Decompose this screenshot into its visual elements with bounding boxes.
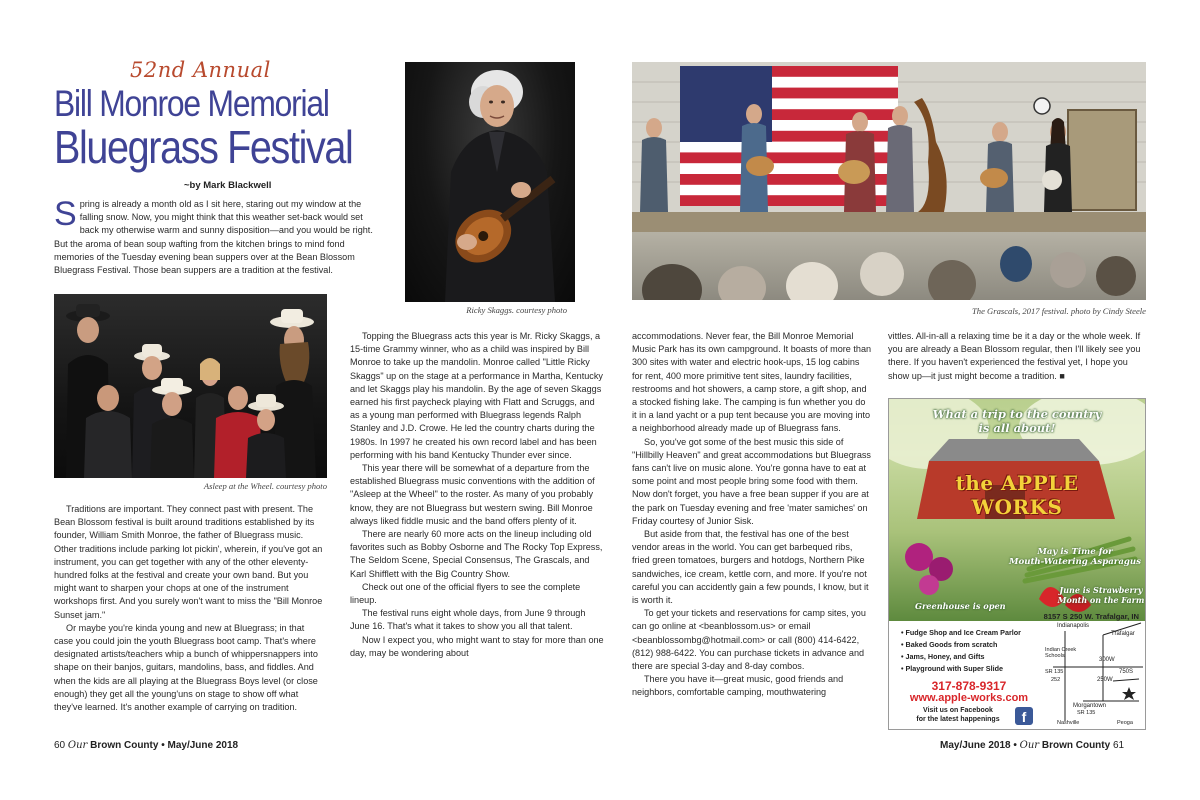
col2-paragraph-5: The festival runs eight whole days, from June 9 through June 16. That's what it takes to show you all that talent. bbox=[350, 608, 586, 632]
page-number-right: 61 bbox=[1112, 740, 1125, 751]
ad-feature-item: • Jams, Honey, and Gifts bbox=[901, 652, 985, 661]
col3-paragraph-5: There you have it—great music, good friends and neighbors, comfortable camping, mouthwatering bbox=[632, 674, 844, 698]
footer-our-right: Our bbox=[1019, 740, 1040, 751]
ricky-skaggs-illustration bbox=[405, 62, 575, 302]
drop-cap: S bbox=[54, 195, 77, 233]
map-label: 250W bbox=[1097, 677, 1113, 683]
footer-left-text: Brown County • May/June 2018 bbox=[90, 740, 239, 751]
ad-headline bbox=[889, 407, 1145, 435]
ad-brand-logo: the APPLE WORKS bbox=[955, 471, 1079, 519]
map-label: 300W bbox=[1099, 657, 1115, 663]
title-line-2: Bluegrass Festival bbox=[54, 121, 353, 173]
col4-paragraph-1: vittles. All-in-all a relaxing time be it a day or the whole week. If you are already a Bean Blossom regular, then I'll likely see you there. If you haven't experienced the festival yet, I hope you show up—it just might become a tradition. ■ bbox=[888, 331, 1141, 381]
map-location-star bbox=[1122, 687, 1136, 700]
map-label: Trafalgar bbox=[1111, 631, 1135, 637]
col2-paragraph-4: Check out one of the official flyers to see the complete lineup. bbox=[350, 581, 581, 606]
map-label: Indianapolis bbox=[1057, 623, 1090, 629]
ad-headline-line-1: What a trip to the country bbox=[932, 407, 1102, 421]
col3-paragraph-2: So, you've got some of the best music this side of "Hillbilly Heaven" and great accommodations but Bluegrass fans can't live on music alone. You're gonna have to eat at some point and most people bring some food with them. Now don't forget, you have a free bean supper if you are at the park on Tuesday evening and free 'mater samiches' on Friday courtesy of Junior Sisk. bbox=[632, 436, 871, 526]
ricky-skaggs-photo bbox=[405, 62, 575, 302]
map-label: 252 bbox=[1051, 677, 1061, 683]
title-line-1: Bill Monroe Memorial bbox=[54, 83, 329, 124]
footer-right-text: May/June 2018 • bbox=[940, 740, 1017, 751]
col3-paragraph-3: But aside from that, the festival has one of the best vendor areas in the world. You can get barbequed ribs, fried green tomatoes, burgers and hotdogs, Northern Pike sandwiches, ice cream, kettle corn, and more. If you're not careful you can accidently gain a few pounds, I know, but it is worth it. bbox=[632, 529, 869, 606]
footer-right bbox=[940, 740, 1124, 751]
stage-illustration bbox=[632, 62, 1146, 300]
map-label: Morgantown bbox=[1073, 703, 1107, 709]
map-label-school-1: Indian Creek bbox=[1045, 647, 1077, 653]
lead-paragraph bbox=[54, 195, 376, 277]
ad-headline-line-2: is all about! bbox=[978, 421, 1056, 435]
column-2 bbox=[350, 330, 606, 660]
map-label: Nashville bbox=[1057, 720, 1080, 726]
col2-paragraph-6: Now I expect you, who might want to stay for more than one day, may be wondering about bbox=[350, 634, 604, 658]
ad-strawberry-tag bbox=[1057, 585, 1145, 605]
ad-feature-item: • Fudge Shop and Ice Cream Parlor bbox=[901, 628, 1021, 637]
byline: ~by Mark Blackwell bbox=[184, 180, 272, 191]
ad-feature-item: • Playground with Super Slide bbox=[901, 664, 1003, 673]
col1-paragraph-2: Or maybe you're kinda young and new at Bluegrass; in that case you could join the youth Bluegrass boot camp. That's where designated artists/teachers whip a bunch of whippersnappers into shape on their banjos, guitars, mandolins, bass, and fiddles. And when the kids are all playing at the Bluegrass Boys level (or close enough) they get all the young'uns on stage to show off what they've learned. It's another example of carrying on tradition. bbox=[54, 622, 318, 713]
ad-strawberry-line-2: Month on the Farm bbox=[1057, 595, 1145, 605]
lead-text: pring is already a month old as I sit here, staring out my window at the falling snow. Now, you might think that this weather set-back would set back my otherwise warm and sunny disposition—and you would be right. But the aroma of bean soup wafting from the kitchen brings to mind fond memories of the Tuesday evening bean suppers over at the Bean Blossom Bluegrass Festival. Those bean suppers are a tradition at the festival. bbox=[54, 199, 373, 276]
map-label: Peoga bbox=[1117, 720, 1133, 726]
kicker: 52nd Annual bbox=[130, 58, 271, 82]
ad-facebook-line-1: Visit us on Facebook bbox=[923, 707, 993, 714]
ad-facebook-note bbox=[903, 706, 1013, 724]
asleep-at-the-wheel-caption: Asleep at the Wheel. courtesy photo bbox=[203, 481, 327, 491]
facebook-icon: f bbox=[1015, 707, 1033, 725]
footer-our-left: Our bbox=[67, 740, 88, 751]
ad-facebook-line-2: for the latest happenings bbox=[916, 716, 1000, 723]
footer-right-brand: Brown County bbox=[1041, 740, 1111, 751]
asleep-at-the-wheel-photo bbox=[54, 294, 327, 478]
col2-paragraph-3: There are nearly 60 more acts on the lineup including old favorites such as Bobby Osborne and The Rocky Top Express, The Seldom Scene, Special Consensus, The Grascals, and Karl Shifflett with the Big Country Show. bbox=[350, 529, 603, 579]
map-label-school-2: Schools bbox=[1045, 653, 1065, 659]
map-label bbox=[1045, 647, 1076, 659]
ad-address: 8157 S 250 W. Trafalgar, IN bbox=[1043, 612, 1139, 621]
grascals-stage-photo bbox=[632, 62, 1146, 300]
map-label: SR 135 bbox=[1077, 710, 1096, 716]
column-1 bbox=[54, 503, 326, 714]
ad-location-map bbox=[1043, 621, 1145, 729]
column-3 bbox=[632, 330, 872, 700]
ad-asparagus-line-1: May is Time for bbox=[1037, 547, 1113, 557]
band-group-illustration bbox=[54, 294, 327, 478]
col2-paragraph-2: This year there will be somewhat of a departure from the established Bluegrass music conventions with the addition of "Asleep at the Wheel" to the roster. As many of you probably know, they are not Bluegrass but western swing. Bill Monroe always liked fiddle music and the band offers plenty of it. bbox=[350, 463, 595, 526]
apple-works-ad bbox=[888, 398, 1146, 730]
page-number-left: 60 bbox=[54, 740, 66, 751]
map-label: 750S bbox=[1119, 669, 1134, 675]
col2-paragraph-1: Topping the Bluegrass acts this year is Mr. Ricky Skaggs, a 15-time Grammy winner, who as a child was inspired by Bill Monroe to take up the mandolin. Monroe called "Little Ricky Skaggs" up on the stage at a performance in Martha, Kentucky and let Skaggs play his mandolin. By the age of seven Skaggs earned his first paycheck playing with Flatt and Scruggs, and as a young man performed with Bluegrass legends Ralph Stanley and J.D. Crowe. He led the country charts during the 1980s. In 1997 he created his own record label and has been performing with his band Kentucky Thunder ever since. bbox=[350, 331, 603, 460]
col3-paragraph-1: accommodations. Never fear, the Bill Monroe Memorial Music Park has its own campground. It boasts of more than 300 sites with water and electric hook-ups, 15 log cabins for rent, 400 more primitive tent sites, laundry facilities, restrooms and hot showers, a camp store, a gift shop, and a stocked fishing lake. The camping is fun whether you do it in a land yacht or a pup tent because you are moving into a neighborhood already made up of Bluegrass fans. bbox=[632, 331, 872, 434]
ad-phone: 317-878-9317 bbox=[931, 679, 1007, 693]
col1-paragraph-1: Traditions are important. They connect past with present. The Bean Blossom festival is built around traditions established by its founder, William Smith Monroe, the father of Bluegrass music. Other traditions include parking lot pickin', wherein, if you've got an instrument, you can get together with any of the other eleventy-hundred folks at the festival and create your own band. But you might want to sharpen your chops at one of the instrument workshops first. And you surely won't want to miss the "Bill Monroe Sunset jam." bbox=[54, 504, 323, 620]
ad-asparagus-line-2: Mouth-Watering Asparagus bbox=[1008, 557, 1142, 567]
ad-asparagus-tag bbox=[1007, 547, 1143, 567]
ad-website: www.apple-works.com bbox=[909, 692, 1029, 704]
ad-strawberry-line-1: June is Strawberry bbox=[1059, 585, 1143, 595]
ad-feature-item: • Baked Goods from scratch bbox=[901, 640, 998, 649]
col3-paragraph-4: To get your tickets and reservations for camp sites, you can go online at <beanblossom.us> or email <beanblossombg@hotmail.com> or call (800) 414-6422, (812) 988-6422. You can purchase tickets in advance and there are special 3-day and 8-day combos. bbox=[632, 608, 866, 672]
ricky-skaggs-caption: Ricky Skaggs. courtesy photo bbox=[466, 305, 567, 315]
column-4 bbox=[888, 330, 1146, 383]
grascals-caption: The Grascals, 2017 festival. photo by Cindy Steele bbox=[972, 306, 1146, 316]
ad-photo-area bbox=[889, 399, 1145, 621]
ad-features-list bbox=[901, 627, 1041, 675]
footer-left bbox=[54, 740, 238, 751]
ad-greenhouse-tag: Greenhouse is open bbox=[915, 601, 1006, 611]
map-label: SR 135 bbox=[1045, 669, 1064, 675]
